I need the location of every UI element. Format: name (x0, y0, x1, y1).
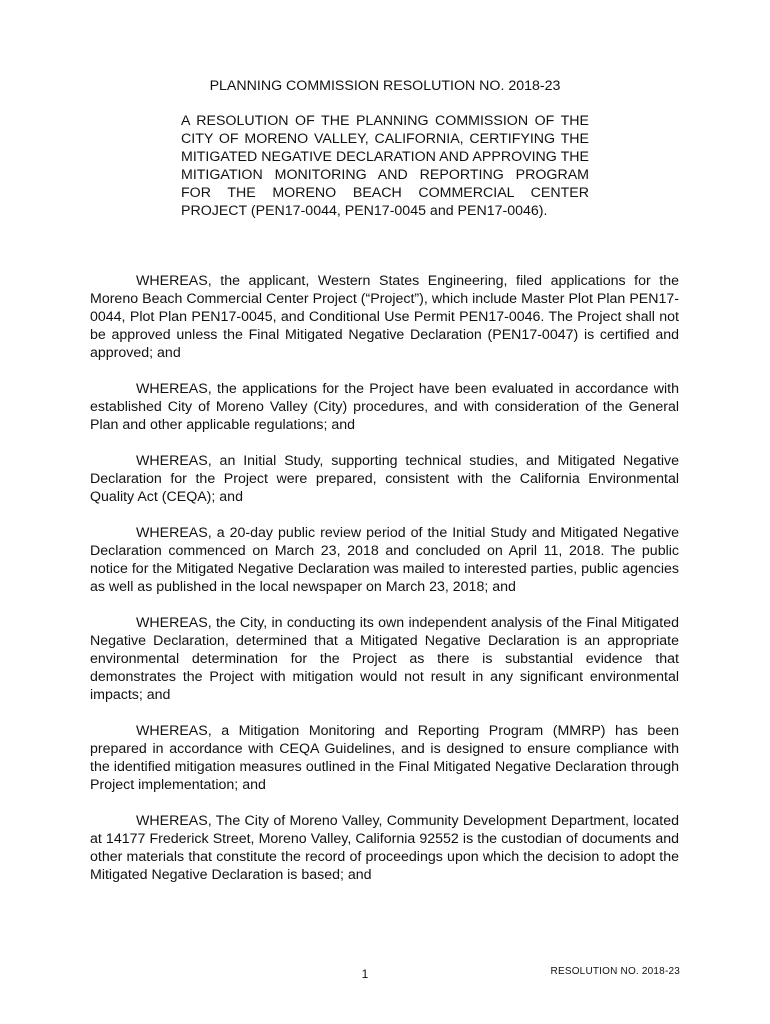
resolution-purpose: A RESOLUTION OF THE PLANNING COMMISSION OF THE CITY OF MORENO VALLEY, CALIFORNIA, CERTIFYING THE MITIGATED NEGATIVE DECLARATION AND APPROVING THE MITIGATION MONITORING AND REPORTING PROGRAM FOR THE MORENO BEACH COMMERCIAL CENTER PROJECT (PEN17-0044, PEN17-0045 and PEN17-0046). (181, 113, 589, 219)
resolution-body (90, 272, 679, 902)
whereas-paragraph-3: WHEREAS, an Initial Study, supporting technical studies, and Mitigated Negative Declaration for the Project were prepared, consistent with the California Environmental Quality Act (CEQA); and (90, 453, 679, 505)
whereas-paragraph-1: WHEREAS, the applicant, Western States Engineering, filed applications for the Moreno Beach Commercial Center Project (“Project”), which include Master Plot Plan PEN17-0044, Plot Plan PEN17-0045, and Conditional Use Permit PEN17-0046. The Project shall not be approved unless the Final Mitigated Negative Declaration (PEN17-0047) is certified and approved; and (90, 273, 679, 361)
whereas-paragraph-7: WHEREAS, The City of Moreno Valley, Community Development Department, located at 14177 Frederick Street, Moreno Valley, California 92552 is the custodian of documents and other materials that constitute the record of proceedings upon which the decision to adopt the Mitigated Negative Declaration is based; and (90, 813, 679, 883)
whereas-paragraph-4: WHEREAS, a 20-day public review period of the Initial Study and Mitigated Negative Declaration commenced on March 23, 2018 and concluded on April 11, 2018. The public notice for the Mitigated Negative Declaration was mailed to interested parties, public agencies as well as published in the local newspaper on March 23, 2018; and (90, 525, 679, 595)
whereas-paragraph-6: WHEREAS, a Mitigation Monitoring and Reporting Program (MMRP) has been prepared in accordance with CEQA Guidelines, and is designed to ensure compliance with the identified mitigation measures outlined in the Final Mitigated Negative Declaration through Project implementation; and (90, 723, 679, 793)
whereas-paragraph-5: WHEREAS, the City, in conducting its own independent analysis of the Final Mitigated Negative Declaration, determined that a Mitigated Negative Declaration is an appropriate environmental determination for the Project as there is substantial evidence that demonstrates the Project with mitigation would not result in any significant environmental impacts; and (90, 615, 679, 703)
page-number: 1 (361, 967, 369, 981)
resolution-title: PLANNING COMMISSION RESOLUTION NO. 2018-23 (209, 78, 561, 94)
whereas-paragraph-2: WHEREAS, the applications for the Project have been evaluated in accordance with established City of Moreno Valley (City) procedures, and with consideration of the General Plan and other applicable regulations; and (90, 381, 679, 433)
footer-resolution-label: RESOLUTION NO. 2018-23 (550, 966, 680, 977)
